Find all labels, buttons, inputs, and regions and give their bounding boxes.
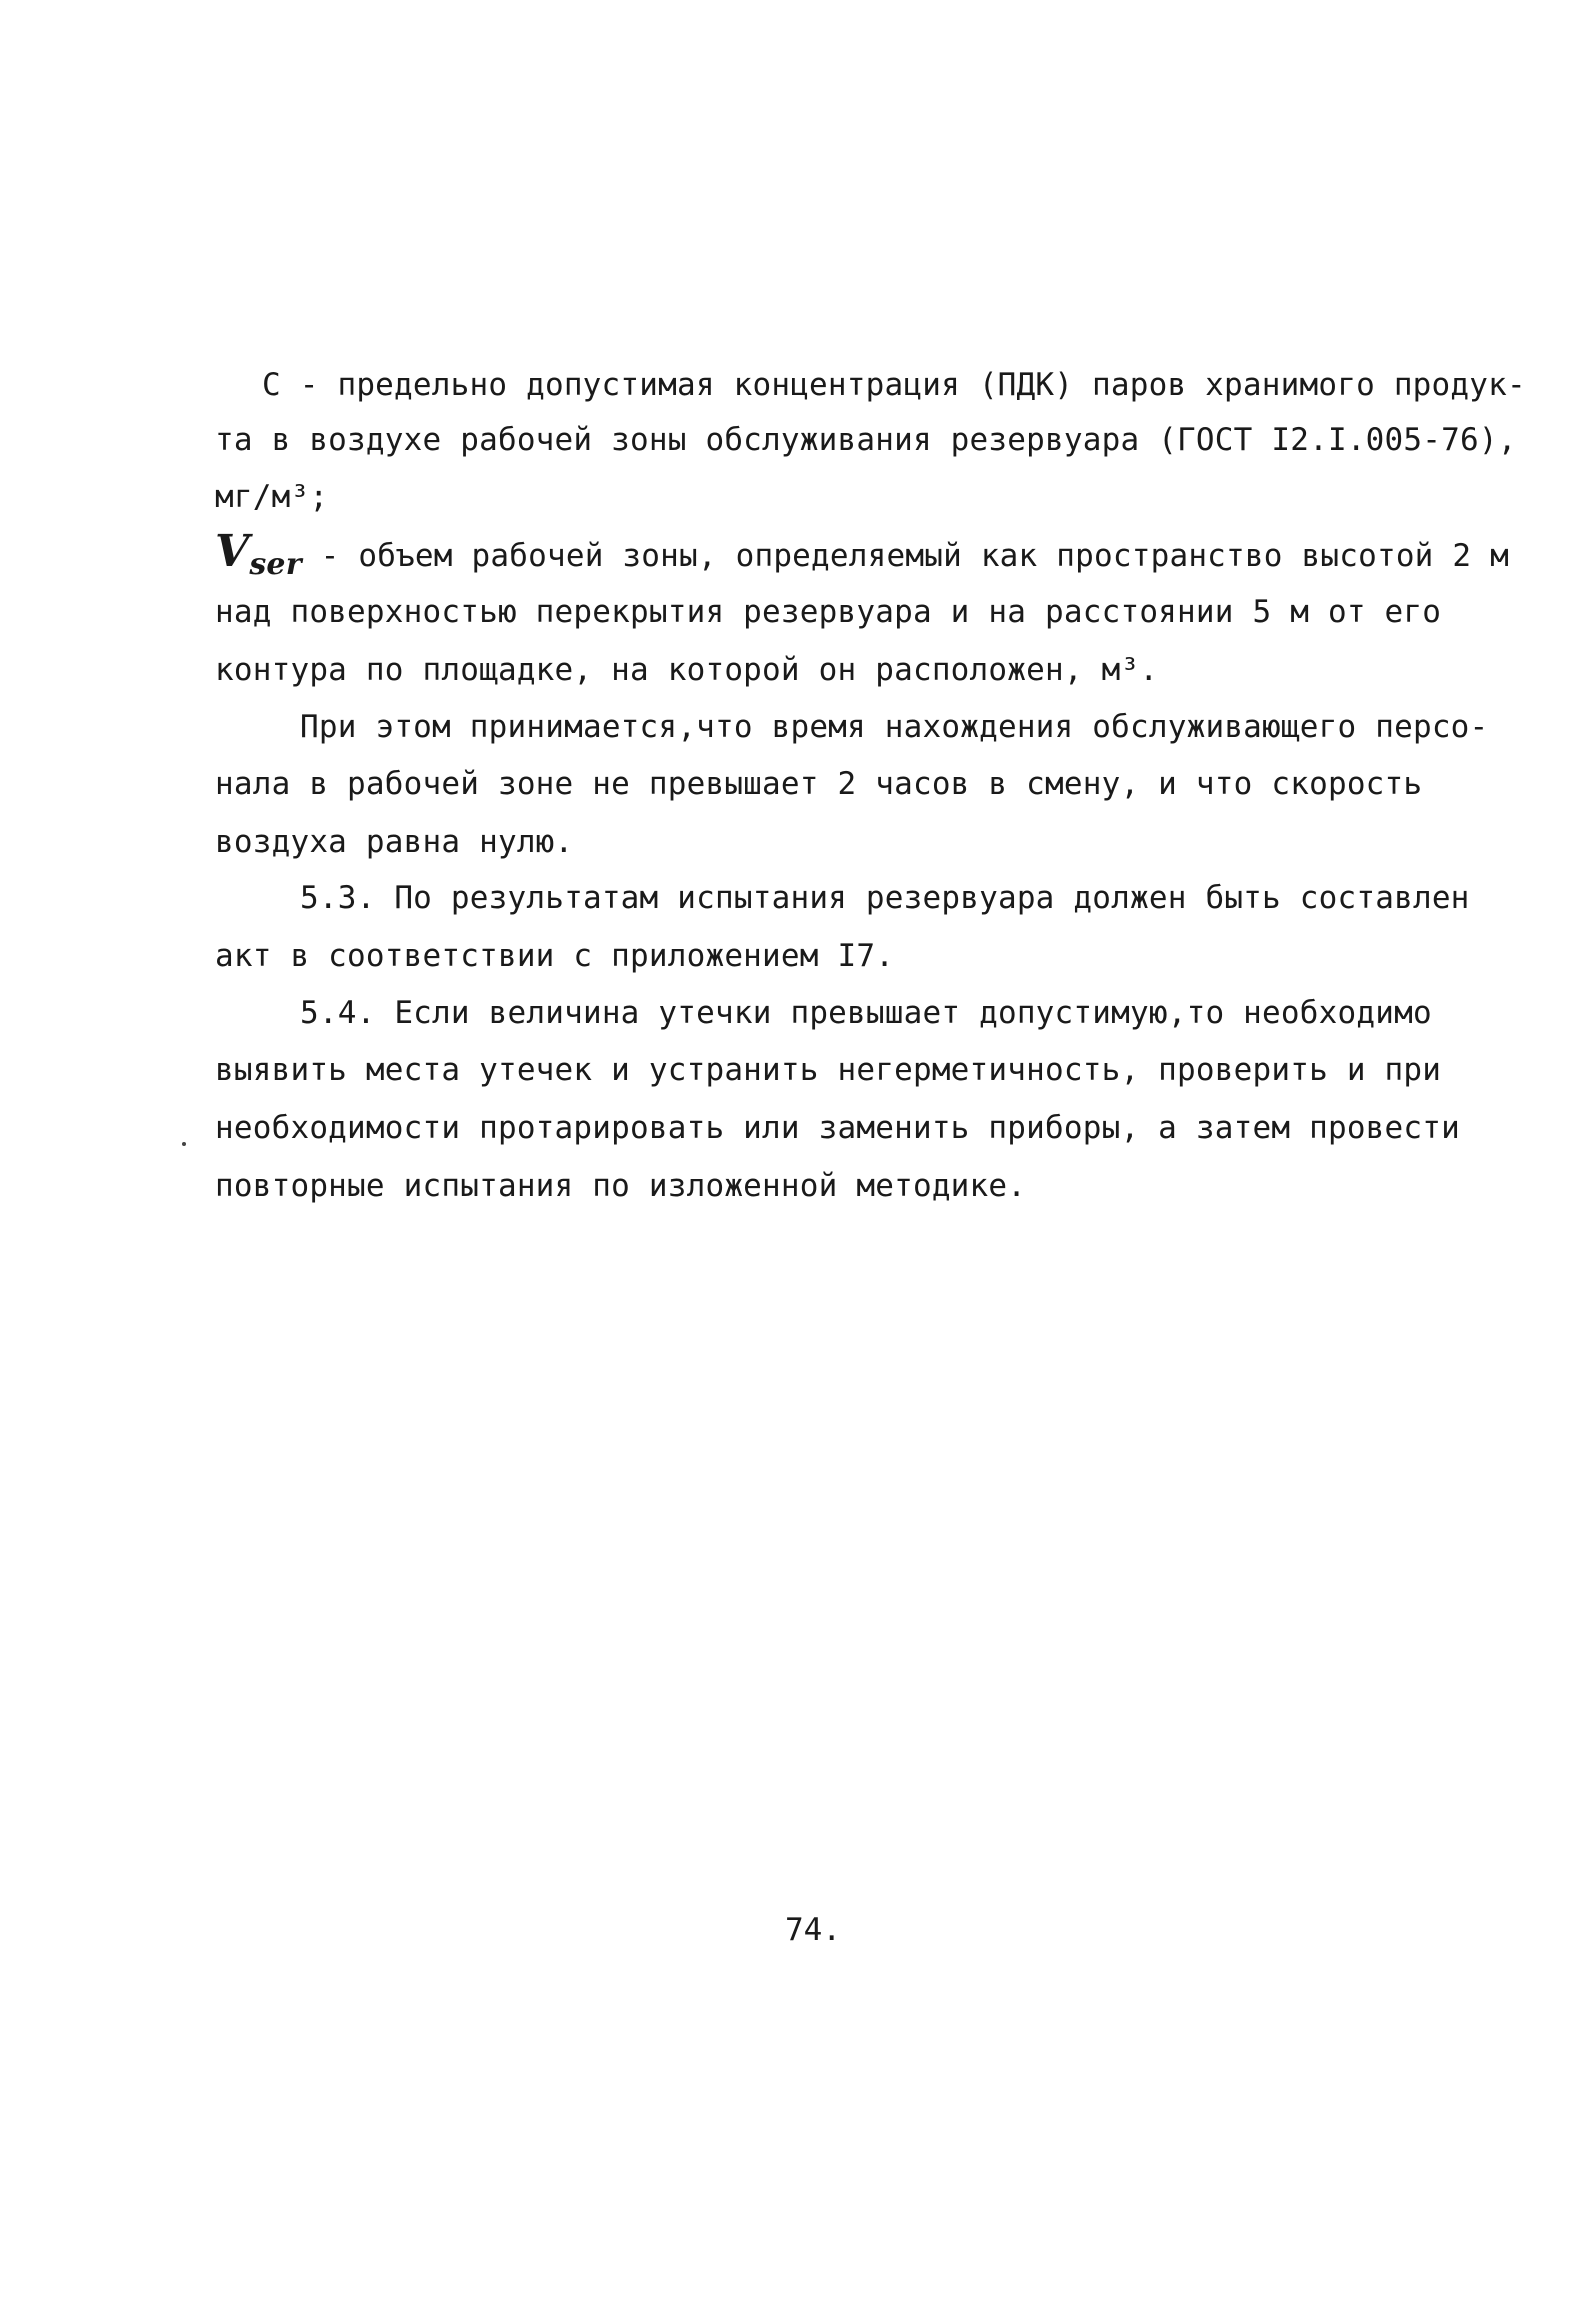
paragraph-v-line-2: над поверхностью перекрытия резервуара и на расстоянии 5 м от его	[215, 594, 1442, 630]
paragraph-note-line-3: воздуха равна нулю.	[215, 824, 574, 860]
v-symbol: V	[215, 526, 250, 577]
paragraph-5-4-line-4: повторные испытания по изложенной методике.	[215, 1168, 1027, 1204]
paragraph-v-line-3: контура по площадке, на которой он расположен, м³.	[215, 652, 1159, 688]
paragraph-c-line-1: С - предельно допустимая концентрация (ПДК) паров хранимого продук-	[262, 367, 1526, 403]
paragraph-note-line-2: нала в рабочей зоне не превышает 2 часов в смену, и что скорость	[215, 766, 1423, 802]
v-definition-text: - объем рабочей зоны, определяемый как пространство высотой 2 м	[301, 538, 1510, 574]
paragraph-c-line-3: мг/м³;	[215, 479, 329, 515]
paragraph-5-3-line-1: 5.3. По результатам испытания резервуара должен быть составлен	[300, 880, 1470, 916]
paragraph-5-3-line-2: акт в соответствии с приложением I7.	[215, 938, 895, 974]
paragraph-c-line-2: та в воздухе рабочей зоны обслуживания резервуара (ГОСТ I2.I.005-76),	[215, 422, 1517, 458]
paragraph-5-4-line-1: 5.4. Если величина утечки превышает допустимую,то необходимо	[300, 995, 1432, 1031]
scan-speck	[182, 1142, 186, 1146]
paragraph-note-line-1: При этом принимается,что время нахождения обслуживающего персо-	[300, 709, 1489, 745]
paragraph-5-4-line-3: необходимости протарировать или заменить приборы, а затем провести	[215, 1110, 1460, 1146]
v-subscript: ser	[249, 547, 302, 582]
paragraph-5-4-line-2: выявить места утечек и устранить негерметичность, проверить и при	[215, 1052, 1442, 1088]
page-number: 74.	[785, 1912, 841, 1948]
paragraph-v-line-1	[215, 526, 1510, 582]
